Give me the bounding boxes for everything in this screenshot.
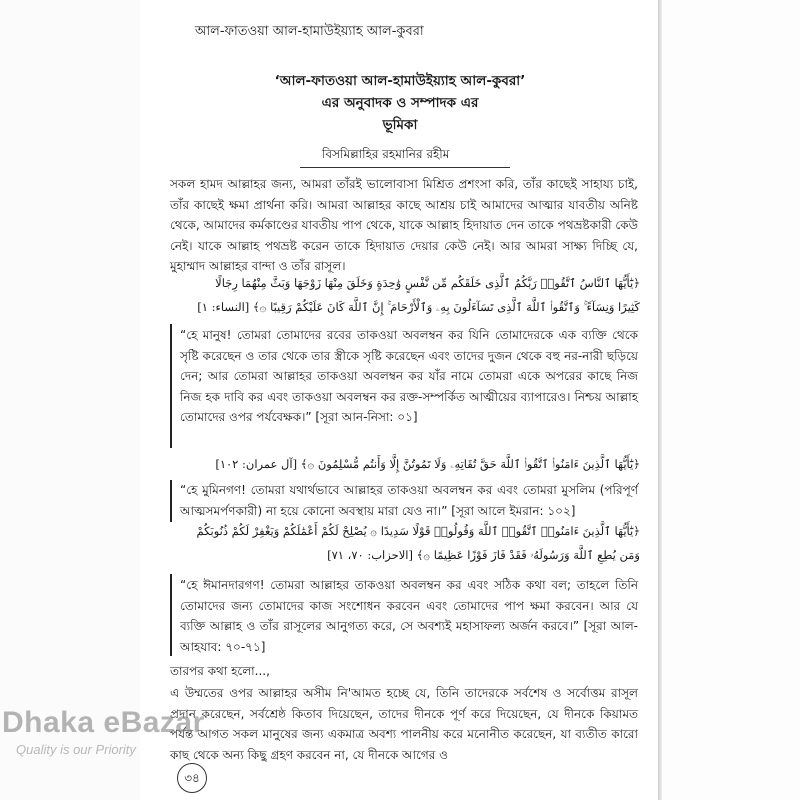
verse-2-arabic: ﴿يَٰٓأَيُّهَا ٱلَّذِينَ ءَامَنُوا۟ ٱتَّقُوا۟ ٱللَّهَ حَقَّ تُقَاتِهِۦ وَلَا تَمُوتُنَّ إِلَّا وَأَنتُم مُّسْلِمُونَ ۞﴾ [آل عمران: ١٠٢]	[215, 457, 640, 471]
watermark	[2, 702, 242, 762]
verse-3-translation: “হে ঈমানদারগণ! তোমরা আল্লাহর তাকওয়া অবলম্বন কর এবং সঠিক কথা বল; তাহলে তিনি তোমাদের জন্য তোমাদের কাজ সংশোধন করবেন এবং তোমাদের পাপ ক্ষমা করবেন। আর যে ব্যক্তি আল্লাহ ও তাঁর রাসূলের আনুগত্য করে, সে অবশ্যই মহাসাফল্য অর্জন করবে।” [সূরা আল-আহযাব: ৭০-৭১]	[180, 578, 638, 654]
heading-line-1: ‘আল-ফাতওয়া আল-হামাউইয়্যাহ আল-কুবরা’	[274, 73, 526, 89]
transition-line: তারপর কথা হলো...,	[170, 664, 270, 678]
bismillah-underline	[300, 167, 510, 168]
verse-1-arabic-line-2: كَثِيرًا وَنِسَآءً ۚ وَٱتَّقُوا۟ ٱللَّهَ ٱلَّذِى تَسَآءَلُونَ بِهِۦ وَٱلْأَرْحَامَ ۚ إِنَّ ٱللَّهَ كَانَ عَلَيْكُمْ رَقِيبًا ۞﴾ [النساء: ١]	[197, 300, 640, 314]
heading-line-2: এর অনুবাদক ও সম্পাদক এর	[321, 95, 479, 111]
running-head: আল-ফাতওয়া আল-হামাউইয়্যাহ আল-কুবরা	[195, 24, 424, 39]
watermark-logo: Dhaka eBazar	[2, 706, 205, 739]
quote-bar-3	[170, 574, 172, 656]
intro-paragraph: সকল হামদ আল্লাহর জন্য, আমরা তাঁরই ভালোবাসা মিশ্রিত প্রশংসা করি, তাঁর কাছেই সাহায্য চাই, তাঁর কাছেই ক্ষমা প্রার্থনা করি। আমরা আল্লাহর কাছে আশ্রয় চাই আমাদের আত্মার যাবতীয় অনিষ্ট থেকে, আমাদের কর্মকাণ্ডের যাবতীয় পাপ থেকে, যাকে আল্লাহ হিদায়াত দেন তাকে পথভ্রষ্টকারী কেউ নেই। যাকে আল্লাহ পথভ্রষ্ট করেন তাকে হিদায়াত দেয়ার কেউ নেই। আর আমরা সাক্ষ্য দিচ্ছি যে, মুহাম্মাদ আল্লাহর বান্দা ও তাঁর রাসূল।	[170, 177, 638, 273]
verse-3-arabic-line-2: وَمَن يُطِعِ ٱللَّهَ وَرَسُولَهُۥ فَقَدْ فَازَ فَوْزًا عَظِيمًا ۞﴾ [الاحزاب: ٧٠، ٧١]	[327, 548, 640, 562]
verse-1-translation: “হে মানুষ! তোমরা তোমাদের রবের তাকওয়া অবলম্বন কর যিনি তোমাদেরকে এক ব্যক্তি থেকে সৃষ্টি করেছেন ও তার থেকে তার স্ত্রীকে সৃষ্টি করেছেন এবং তাদের দুজন থেকে বহু নর-নারী ছড়িয়ে দেন; আর তোমরা আল্লাহর তাকওয়া অবলম্বন কর যাঁর নামে তোমরা একে অপরের কাছে নিজ নিজ হক দাবি কর এবং তাকওয়া অবলম্বন কর রক্ত-সম্পর্কিত আত্মীয়ের ব্যাপারেও। নিশ্চয় আল্লাহ তোমাদের ওপর পর্যবেক্ষক।” [সূরা আন-নিসা: ০১]	[180, 328, 638, 424]
page-number: ৩৪	[177, 763, 207, 793]
watermark-tagline: Quality is our Priority	[16, 742, 136, 757]
quote-bar-1	[170, 324, 172, 448]
verse-2-translation: “হে মুমিনগণ! তোমরা যথার্থভাবে আল্লাহর তাকওয়া অবলম্বন কর এবং তোমরা মুসলিম (পরিপূর্ণ আত্মসমর্পণকারী) না হয়ে কোনো অবস্থায় মারা যেও না।” [সূরা আলে ইমরান: ১০২]	[180, 483, 638, 518]
verse-3-arabic-line-1: ﴿يَٰٓأَيُّهَا ٱلَّذِينَ ءَامَنُوا۟ ٱتَّقُوا۟ ٱللَّهَ وَقُولُوا۟ قَوْلًا سَدِيدًا ۞ يُصْلِحْ لَكُمْ أَعْمَٰلَكُمْ وَيَغْفِرْ لَكُمْ ذُنُوبَكُمْ	[196, 524, 640, 538]
heading-line-3: ভূমিকা	[382, 117, 418, 133]
verse-1-arabic-line-1: ﴿يَٰٓأَيُّهَا ٱلنَّاسُ ٱتَّقُوا۟ رَبَّكُمُ ٱلَّذِى خَلَقَكُم مِّن نَّفْسٍ وَٰحِدَةٍ وَخَلَقَ مِنْهَا زَوْجَهَا وَبَثَّ مِنْهُمَا رِجَالًا	[215, 276, 640, 290]
quote-bar-2	[170, 480, 172, 522]
closing-paragraph: এ উম্মতের ওপর আল্লাহর অসীম নি'আমত হচ্ছে যে, তিনি তাদেরকে সর্বশেষ ও সর্বোত্তম রাসূল প্রদান করেছেন, সর্বশ্রেষ্ঠ কিতাব দিয়েছেন, তাদের দীনকে পূর্ণ করে দিয়েছেন, যে দীনকে কিয়ামত পর্যন্ত আগত সকল মানুষের জন্য একমাত্র অবশ্য পালনীয় করে মনোনীত করেছেন, যা ব্যতীত কারো কাছ থেকে অন্য কিছু গ্রহণ করবেন না, যে দীনকে আগের ও	[170, 686, 638, 762]
bismillah: বিসমিল্লাহির রহমানির রহীম	[322, 147, 450, 161]
